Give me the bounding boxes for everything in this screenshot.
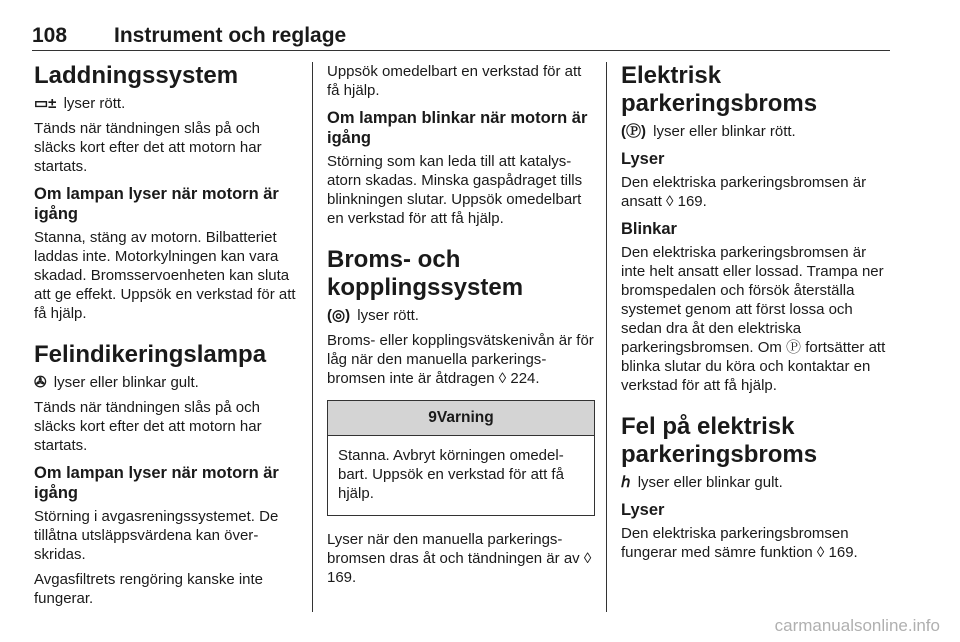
- charging-running-text: Stanna, stäng av motorn. Bilbatteriet laddas inte. Motorkylningen kan vara skadad. Bromsservoenheten kan sluta att ge effekt. Uppsök en verkstad för att få hjälp.: [34, 229, 296, 322]
- lit-text: Den elektriska parkeringsbromsen är ansatt ◊ 169.: [621, 174, 867, 210]
- charging-status-line: [34, 94, 302, 113]
- brake-icon: (◎): [327, 307, 351, 324]
- blinking-text: Störning som kan leda till att katalysatorn skadas. Minska gaspådraget tills blinkningen slutar. Uppsök omedelbart en verkstad för att få hjälp.: [327, 153, 583, 227]
- subheading-lit-2: Lyser: [621, 501, 665, 519]
- chapter-title: Instrument och reglage: [114, 24, 347, 47]
- engine-icon: ✇: [34, 374, 47, 391]
- watermark: carmanualsonline.info: [774, 616, 940, 635]
- malfunction-running-text: Störning i avgasreningssystemet. De tillåtna utsläppsvärdena kan överskridas.: [34, 508, 279, 563]
- malfunction-status: lyser eller blinkar gult.: [53, 374, 199, 391]
- column-divider: [606, 62, 607, 612]
- fault-lit-text: Den elektriska parkeringsbromsen fungerar med sämre funktion ◊ 169.: [621, 525, 858, 561]
- page-number: 108: [32, 24, 68, 47]
- column-2: [327, 62, 595, 593]
- epb-status-line: [621, 122, 889, 141]
- fault-status-line: [621, 473, 889, 492]
- warning-title: 9Varning: [328, 401, 594, 436]
- column-1: [34, 62, 302, 614]
- epb-status: lyser eller blinkar rött.: [653, 123, 796, 140]
- subheading-blinking-running: Om lampan blinkar när motorn är igång: [327, 109, 588, 147]
- heading-charging-system: Laddningssystem: [34, 62, 239, 89]
- heading-epb-fault: Fel på elektrisk parkeringsbroms: [621, 413, 818, 468]
- warning-text: Stanna. Avbryt körningen omedelbart. Uppsök en verkstad för att få hjälp.: [338, 447, 564, 502]
- brake-status-line: [327, 306, 595, 325]
- malfunction-status-line: [34, 373, 302, 392]
- warning-body: [328, 436, 594, 515]
- brake-desc: Broms- eller kopplingsvätskenivån är för låg när den manuella parkeringsbromsen inte är åtdragen ◊ 224.: [327, 332, 594, 387]
- blinks-text: Den elektriska parkeringsbromsen är inte helt ansatt eller lossad. Trampa ner bromspedalen och försök återställa systemet genom att först lossa och sedan dra åt den elektriska parkeringsbromsen. Om Ⓟ fortsätter att blinka slutar du köra och kontaktar en verkstad för att få hjälp.: [621, 244, 886, 394]
- subheading-blinks: Blinkar: [621, 220, 677, 238]
- heading-epb: Elektrisk parkeringsbroms: [621, 62, 818, 117]
- subheading-lit-running: Om lampan lyser när motorn är igång: [34, 185, 279, 223]
- fault-status: lyser eller blinkar gult.: [637, 474, 783, 491]
- subheading-lit-running-2: Om lampan lyser när motorn är igång: [34, 464, 279, 502]
- filter-text: Avgasfiltrets rengöring kanske inte fungerar.: [34, 571, 264, 607]
- header-rule: [32, 50, 890, 51]
- warning-box: [327, 400, 595, 516]
- column-3: [621, 62, 889, 568]
- after-warning-text: Lyser när den manuella parkeringsbromsen dras åt och tändningen är av ◊ 169.: [327, 531, 592, 586]
- heading-malfunction-lamp: Felindikeringslampa: [34, 341, 267, 368]
- charging-status: lyser rött.: [63, 95, 126, 112]
- subheading-lit: Lyser: [621, 150, 665, 168]
- brake-status: lyser rött.: [357, 307, 419, 324]
- column-divider: [312, 62, 313, 612]
- battery-icon: ▭±: [34, 95, 57, 112]
- page-header: [32, 20, 890, 50]
- malfunction-desc: Tänds när tändningen slås på och släcks kort efter det att motorn har startats.: [34, 399, 262, 454]
- parking-brake-icon: (Ⓟ): [621, 123, 646, 140]
- epb-fault-icon: ℎ: [621, 474, 631, 491]
- continued-text: Uppsök omedelbart en verkstad för att få hjälp.: [327, 63, 582, 99]
- charging-desc: Tänds när tändningen slås på och släcks kort efter det att motorn har startats.: [34, 120, 262, 175]
- heading-brake-clutch: Broms- och kopplingssystem: [327, 246, 524, 301]
